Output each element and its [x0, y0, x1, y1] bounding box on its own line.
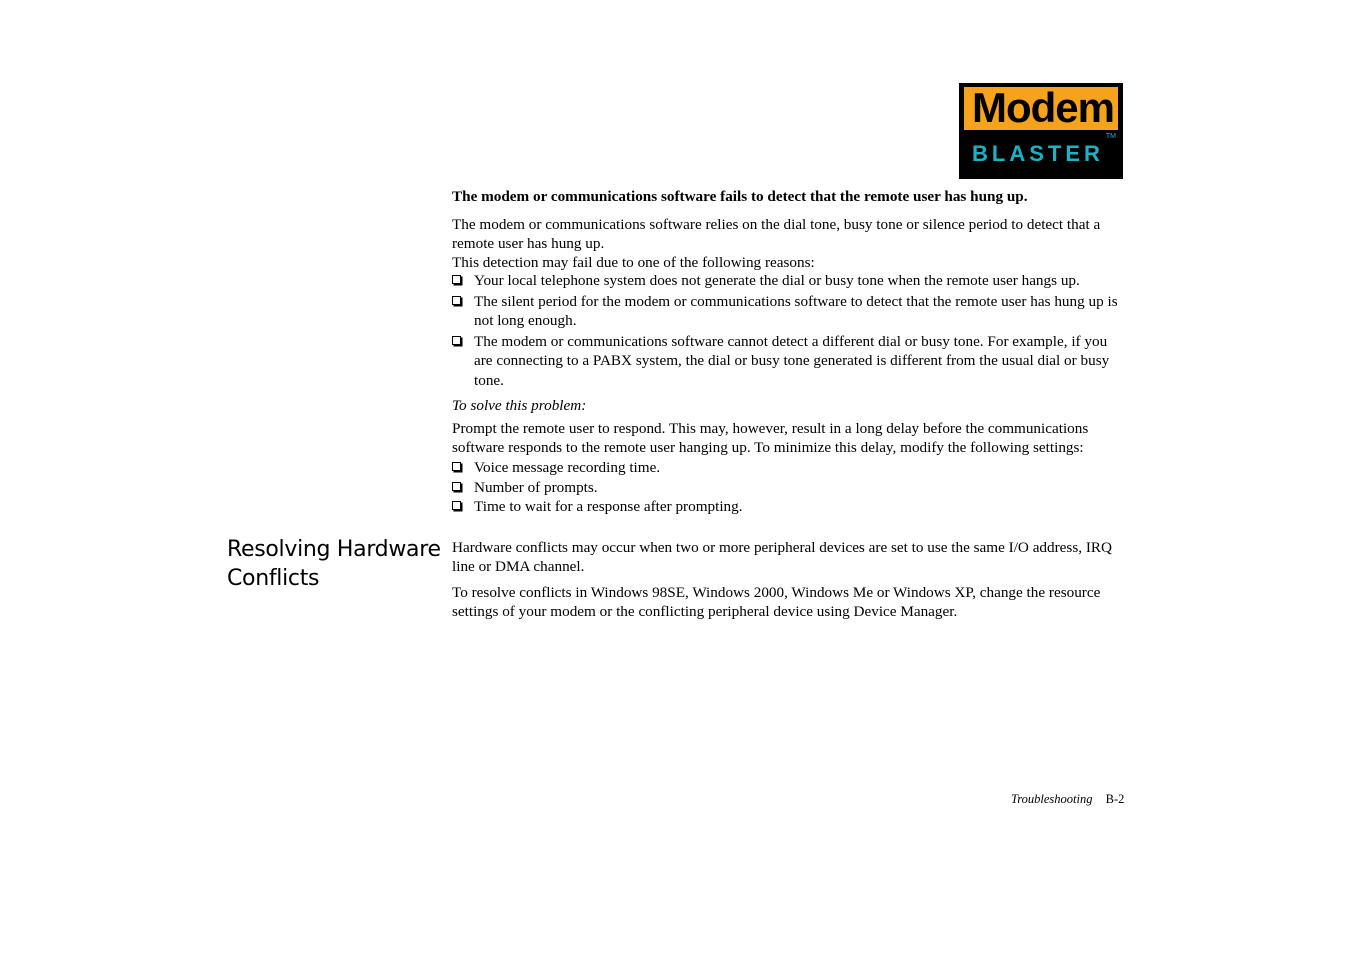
checkbox-bullet-icon [452, 296, 461, 305]
settings-list-wrap [452, 458, 1124, 517]
settings-list [452, 458, 1124, 517]
reason-text: The modem or communications software cannot detect a different dial or busy tone. For example, if you are connecting to a PABX system, the dial or busy tone generated is different from the usual dial or busy tone. [474, 332, 1110, 389]
list-item [452, 497, 1124, 517]
page-number: B-2 [1105, 792, 1125, 806]
logo-bottom-word: BLASTER [972, 141, 1104, 166]
reason-text: The silent period for the modem or communications software to detect that the remote user has hung up is not long enough. [474, 292, 1118, 329]
hardware-para-2: To resolve conflicts in Windows 98SE, Windows 2000, Windows Me or Windows XP, change the resource settings of your modem or the conflicting peripheral device using Device Manager. [452, 584, 1101, 620]
list-item [452, 332, 1124, 391]
list-item [452, 458, 1124, 478]
list-item [452, 478, 1124, 498]
checkbox-bullet-icon [452, 336, 461, 345]
logo-trademark: TM [1105, 133, 1116, 140]
checkbox-bullet-icon [452, 462, 461, 471]
logo-bottom-band [964, 133, 1118, 173]
page-footer [1011, 792, 1124, 807]
intro-line: This detection may fail due to one of the following reasons: [452, 254, 815, 271]
list-item [452, 271, 1124, 291]
modem-blaster-logo [959, 83, 1123, 179]
solve-text: Prompt the remote user to respond. This may, however, result in a long delay before the communications software responds to the remote user hanging up. To minimize this delay, modify the following settings: [452, 420, 1089, 456]
problem-title: The modem or communications software fails to detect that the remote user has hung up. [452, 188, 1028, 205]
setting-text: Number of prompts. [474, 478, 598, 496]
logo-top-band [964, 84, 1118, 131]
logo-top-word: Modem [972, 84, 1114, 131]
problem-intro [452, 215, 1124, 272]
intro-line: The modem or communications software relies on the dial tone, busy tone or silence period to detect that a remote user has hung up. [452, 216, 1101, 252]
reasons-list-wrap [452, 271, 1124, 390]
checkbox-bullet-icon [452, 482, 461, 491]
checkbox-bullet-icon [452, 275, 461, 284]
checkbox-bullet-icon [452, 501, 461, 510]
solve-label: To solve this problem: [452, 397, 587, 414]
setting-text: Time to wait for a response after prompting. [474, 498, 743, 515]
section-heading: Resolving Hardware Conflicts [227, 537, 441, 591]
list-item [452, 292, 1124, 331]
footer-section: Troubleshooting [1011, 792, 1093, 806]
reasons-list [452, 271, 1124, 390]
setting-text: Voice message recording time. [474, 459, 661, 476]
hardware-para-1: Hardware conflicts may occur when two or more peripheral devices are set to use the same I/O address, IRQ line or DMA channel. [452, 539, 1112, 575]
reason-text: Your local telephone system does not generate the dial or busy tone when the remote user hangs up. [474, 272, 1080, 289]
